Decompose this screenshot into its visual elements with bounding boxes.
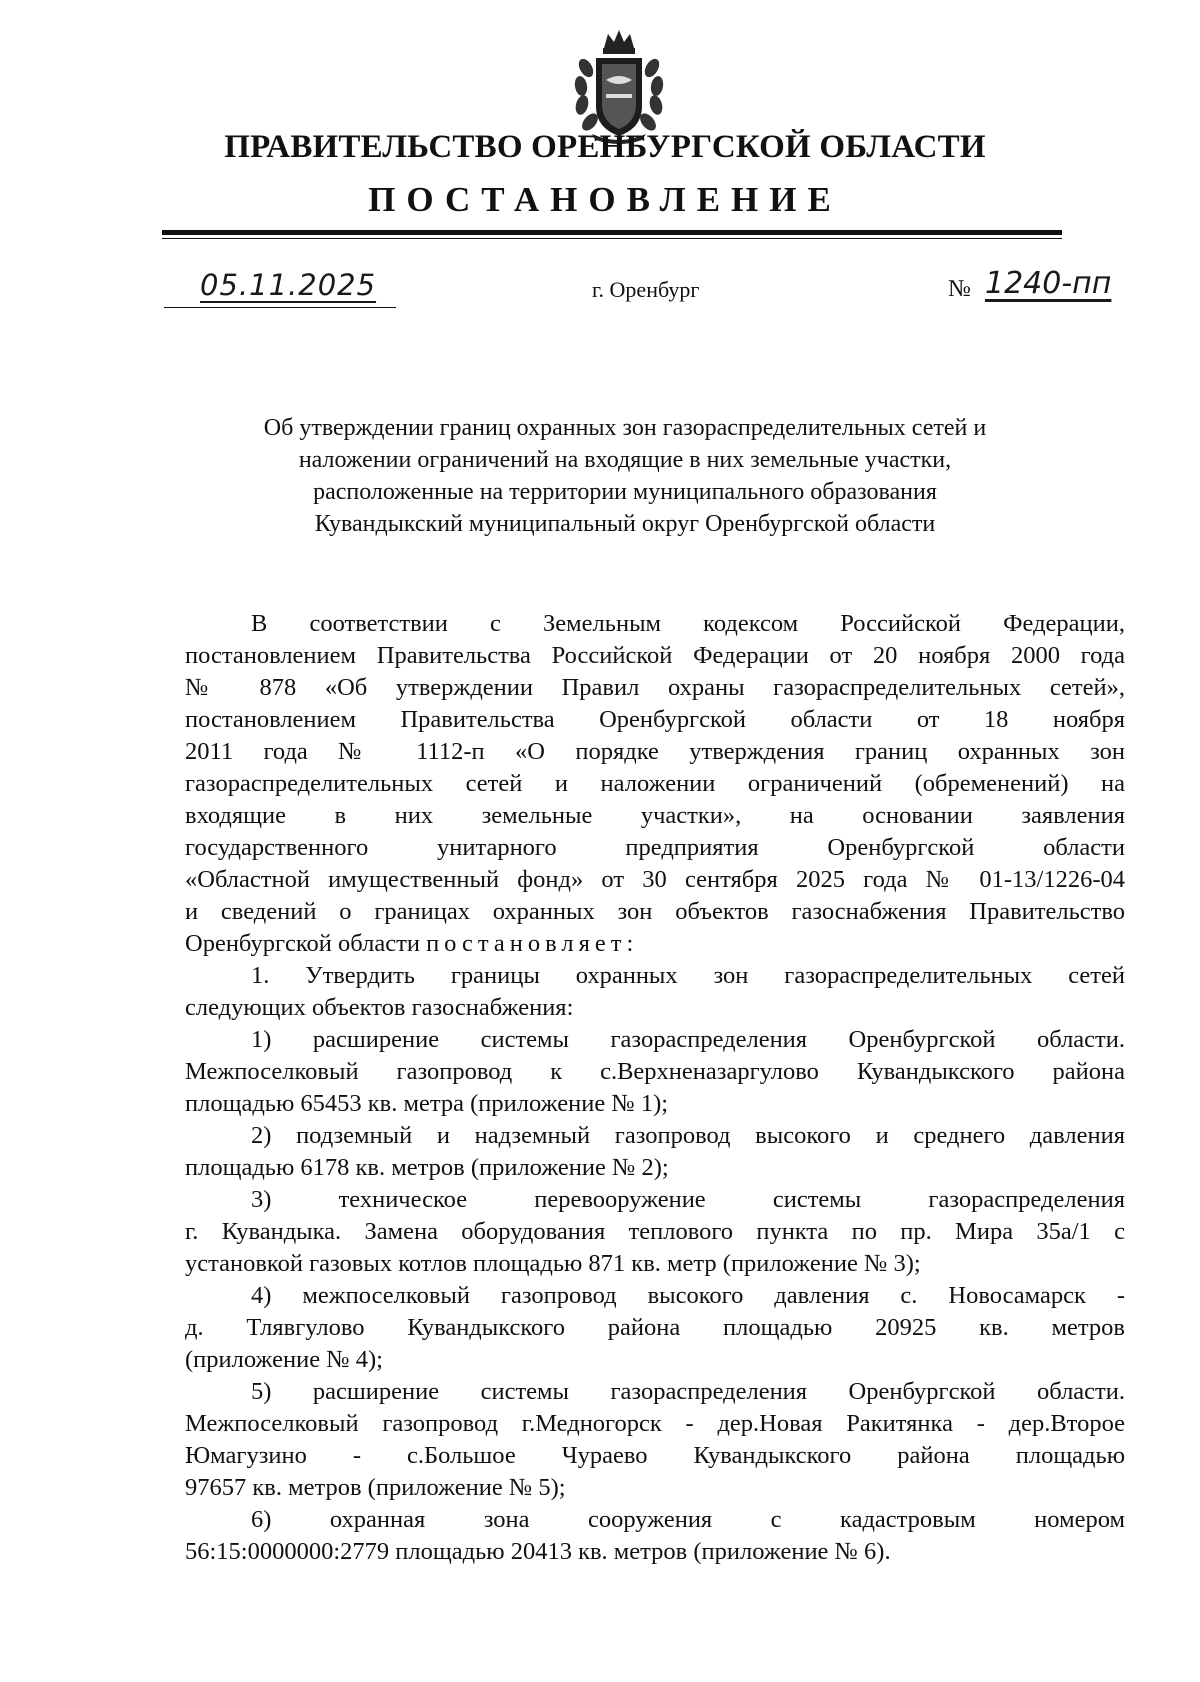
item-line: 1. Утвердить границы охранных зон газораспределительных сетей bbox=[251, 962, 1125, 989]
preamble-line: постановлением Правительства Российской Федерации от 20 ноября 2000 года bbox=[185, 642, 1125, 669]
subitem-line: (приложение № 4); bbox=[185, 1346, 383, 1373]
resolves-word: постановляет: bbox=[426, 930, 639, 957]
document-type-title: ПОСТАНОВЛЕНИЕ bbox=[368, 180, 842, 219]
subitem-line: 97657 кв. метров (приложение № 5); bbox=[185, 1474, 566, 1501]
date-underline bbox=[164, 307, 396, 308]
number-prefix: № bbox=[948, 276, 971, 302]
preamble-line: государственного унитарного предприятия Оренбургской области bbox=[185, 834, 1125, 861]
subitem-line: Межпоселковый газопровод к с.Верхненазаргулово Кувандыкского района bbox=[185, 1058, 1125, 1085]
handwritten-document-number: 1240-пп bbox=[985, 266, 1112, 301]
subitem-line: Межпоселковый газопровод г.Медногорск - дер.Новая Ракитянка - дер.Второе bbox=[185, 1410, 1125, 1437]
subitem-line: 5) расширение системы газораспределения Оренбургской области. bbox=[251, 1378, 1125, 1405]
item-line: следующих объектов газоснабжения: bbox=[185, 994, 574, 1021]
government-title: ПРАВИТЕЛЬСТВО ОРЕНБУРГСКОЙ ОБЛАСТИ bbox=[224, 129, 986, 165]
handwritten-date: 05.11.2025 bbox=[200, 268, 377, 302]
preamble-line: постановлением Правительства Оренбургской области от 18 ноября bbox=[185, 706, 1125, 733]
preamble-line: Оренбургской области bbox=[185, 930, 420, 957]
subitem-line: 56:15:0000000:2779 площадью 20413 кв. метров (приложение № 6). bbox=[185, 1538, 891, 1565]
preamble-line: № 878 «Об утверждении Правил охраны газораспределительных сетей», bbox=[185, 674, 1125, 701]
subitem-line: д. Тлявгулово Кувандыкского района площадью 20925 кв. метров bbox=[185, 1314, 1125, 1341]
city-label: г. Оренбург bbox=[592, 277, 700, 302]
subitem-line: 3) техническое перевооружение системы газораспределения bbox=[251, 1186, 1125, 1213]
subitem-line: 4) межпоселковый газопровод высокого давления с. Новосамарск - bbox=[251, 1282, 1125, 1309]
subject-line: Кувандыкский муниципальный округ Оренбургской области bbox=[314, 511, 936, 537]
subject-line: расположенные на территории муниципального образования bbox=[313, 479, 937, 505]
subitem-line: г. Кувандыка. Замена оборудования теплового пункта по пр. Мира 35а/1 с bbox=[185, 1218, 1125, 1245]
document-body bbox=[185, 608, 1125, 1568]
preamble-line: входящие в них земельные участки», на основании заявления bbox=[185, 802, 1125, 829]
preamble-line: В соответствии с Земельным кодексом Российской Федерации, bbox=[251, 610, 1125, 637]
document-subject bbox=[180, 412, 1070, 540]
subitem-line: Юмагузино - с.Большое Чураево Кувандыкского района площадью bbox=[185, 1442, 1125, 1469]
preamble-line: «Областной имущественный фонд» от 30 сентября 2025 года № 01-13/1226-04 bbox=[185, 866, 1125, 893]
subitem-line: установкой газовых котлов площадью 871 кв. метр (приложение № 3); bbox=[185, 1250, 921, 1277]
preamble-line: газораспределительных сетей и наложении ограничений (обременений) на bbox=[185, 770, 1125, 797]
preamble-closing-line bbox=[185, 928, 1125, 960]
header-rule-thin bbox=[162, 238, 1062, 239]
subitem-line: площадью 65453 кв. метра (приложение № 1); bbox=[185, 1090, 669, 1117]
subject-line: Об утверждении границ охранных зон газораспределительных сетей и bbox=[263, 415, 987, 441]
subitem-line: площадью 6178 кв. метров (приложение № 2); bbox=[185, 1154, 669, 1181]
subitem-line: 1) расширение системы газораспределения Оренбургской области. bbox=[251, 1026, 1125, 1053]
header-rule-thick bbox=[162, 230, 1062, 235]
subitem-line: 2) подземный и надземный газопровод высокого и среднего давления bbox=[251, 1122, 1125, 1149]
subitem-line: 6) охранная зона сооружения с кадастровым номером bbox=[251, 1506, 1125, 1533]
preamble-line: и сведений о границах охранных зон объектов газоснабжения Правительство bbox=[185, 898, 1125, 925]
subject-line: наложении ограничений на входящие в них земельные участки, bbox=[298, 447, 952, 473]
preamble-line: 2011 года № 1112-п «О порядке утверждения границ охранных зон bbox=[185, 738, 1125, 765]
